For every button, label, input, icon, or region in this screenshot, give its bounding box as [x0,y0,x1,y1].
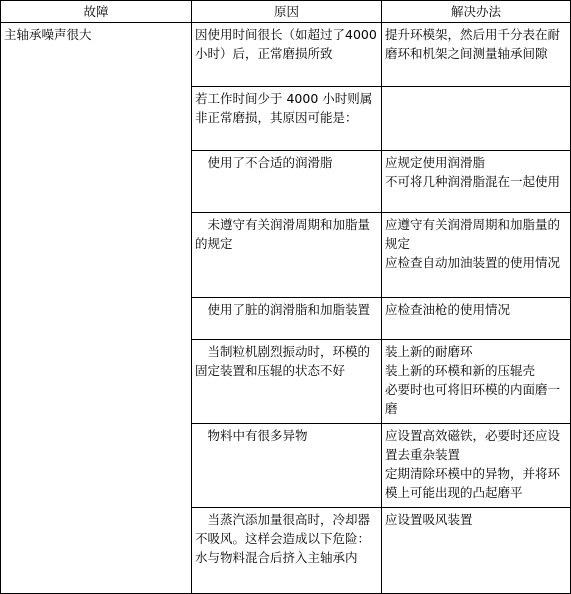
solution-line: 应设置吸风装置 [385,512,473,527]
cause-cell: 若工作时间少于 4000 小时则属非正常磨损，其原因可能是： [192,87,382,151]
fault-cell: 主轴承噪声很大 [1,23,192,594]
solution-line: 不可将几种润滑脂混在一起使用 [385,174,561,189]
header-fault: 故障 [1,1,192,23]
solution-line: 装上新的环模和新的压辊壳 [385,363,536,378]
solution-line: 定期清除环模中的异物，并将环模上可能出现的凸起磨平 [385,466,561,500]
solution-line: 应规定使用润滑脂 [385,155,486,170]
solution-line: 应检查油枪的使用情况 [385,302,511,317]
table-row [1,23,571,87]
cause-cell: 当制粒机剧烈振动时，环模的固定装置和压辊的状态不好 [192,340,382,424]
cause-cell: 未遵守有关润滑周期和加脂量的规定 [192,213,382,298]
cause-cell: 物料中有很多异物 [192,424,382,508]
solution-line: 装上新的耐磨环 [385,344,473,359]
cause-cell: 使用了不合适的润滑脂 [192,151,382,213]
header-cause: 原因 [192,1,382,23]
solution-line: 应检查自动加油装置的使用情况 [385,255,561,270]
cause-cell: 使用了脏的润滑脂和加脂装置 [192,298,382,340]
cause-cell: 当蒸汽添加量很高时，冷却器不吸风。这样会造成以下危险：水与物料混合后挤入主轴承内 [192,508,382,594]
solution-cell [382,298,571,340]
header-row [1,1,571,23]
solution-cell [382,340,571,424]
solution-cell-empty [382,87,571,151]
solution-cell [382,508,571,594]
solution-cell [382,213,571,298]
solution-cell [382,23,571,87]
solution-cell [382,424,571,508]
solution-line: 应设置高效磁铁，必要时还应设置去重杂装置 [385,428,561,462]
solution-line: 提升环模架，然后用千分表在耐磨环和机架之间测量轴承间隙 [385,27,561,61]
solution-cell [382,151,571,213]
header-solution: 解决办法 [382,1,571,23]
solution-line: 应遵守有关润滑周期和加脂量的规定 [385,217,561,251]
cause-cell: 因使用时间很长（如超过了4000 小时）后，正常磨损所致 [192,23,382,87]
solution-line: 必要时也可将旧环模的内面磨一磨 [385,382,561,416]
